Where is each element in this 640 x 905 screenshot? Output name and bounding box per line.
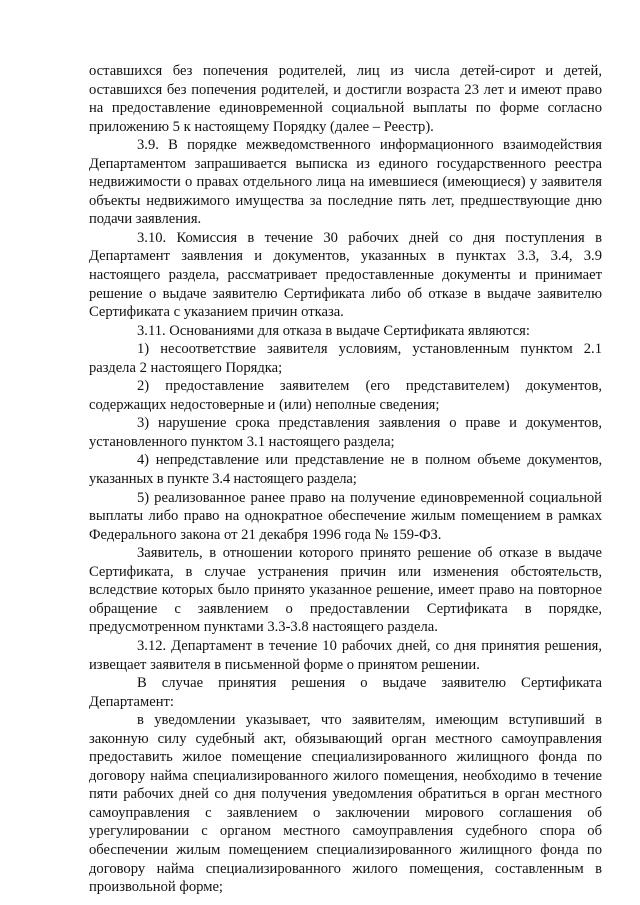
paragraph-3-10: 3.10. Комиссия в течение 30 рабочих дней со дня поступления в Департамент заявления и документов, указанных в пунктах 3.3, 3.4, 3.9 настоящего раздела, рассматривает предоставленные документы и принимает решение о выдаче заявителю Сертификата либо об отказе в выдаче заявителю Сертификата с указанием причин отказа. xyxy=(89,229,602,321)
paragraph-3-12: 3.12. Департамент в течение 10 рабочих дней, со дня принятия решения, извещает заявителя в письменной форме о принятом решении. xyxy=(89,637,602,673)
paragraph-notification: в уведомлении указывает, что заявителям, имеющим вступивший в законную силу судебный акт, обязывающий орган местного самоуправления предоставить жилое помещение специализированного жилищного фонда по договору найма специализированного жилого помещения, необходимо в течение пяти рабочих дней со дня получения уведомления обратиться в орган местного самоуправления с заявлением о заключении мирового соглашения об урегулировании с органом местного самоуправления судебного спора об обеспечении жилым помещением специализированного жилищного фонда по договору найма специализированного жилого помещения, составленным в произвольной форме; xyxy=(89,712,602,896)
list-item-5: 5) реализованное ранее право на получение единовременной социальной выплаты либо право на однократное обеспечение жилым помещением в рамках Федерального закона от 21 декабря 1996 года № 159-ФЗ. xyxy=(89,489,602,543)
paragraph-continuation: оставшихся без попечения родителей, лиц из числа детей-сирот и детей, оставшихся без попечения родителей, и достигли возраста 23 лет и имеют право на предоставление единовременной социальной выплаты по форме согласно приложению 5 к настоящему Порядку (далее – Реестр). xyxy=(89,63,602,135)
list-item-3: 3) нарушение срока представления заявления о праве и документов, установленного пунктом 3.1 настоящего раздела; xyxy=(89,415,602,450)
list-item-2: 2) предоставление заявителем (его представителем) документов, содержащих недостоверные и (или) неполные сведения; xyxy=(89,378,602,413)
paragraph-3-11: 3.11. Основаниями для отказа в выдаче Сертификата являются: xyxy=(137,322,530,339)
list-item-1: 1) несоответствие заявителя условиям, установленным пунктом 2.1 раздела 2 настоящего Порядка; xyxy=(89,341,602,376)
document-page xyxy=(89,62,602,897)
paragraph-reapplication: Заявитель, в отношении которого принято решение об отказе в выдаче Сертификата, в случае устранения причин или изменения обстоятельств, вследствие которых было принято указанное решение, имеет право на повторное обращение с заявлением о предоставлении Сертификата в порядке, предусмотренном пунктами 3.3-3.8 настоящего раздела. xyxy=(89,545,602,636)
paragraph-3-9: 3.9. В порядке межведомственного информационного взаимодействия Департаментом запрашивается выписка из единого государственного реестра недвижимости о правах отдельного лица на имевшиеся (имеющиеся) у заявителя объекты недвижимого имущества за последние пять лет, предшествующие дню подачи заявления. xyxy=(89,137,602,228)
paragraph-decision: В случае принятия решения о выдаче заявителю Сертификата Департамент: xyxy=(89,675,602,710)
list-item-4: 4) непредставление или представление не в полном объеме документов, указанных в пункте 3.4 настоящего раздела; xyxy=(89,452,602,488)
